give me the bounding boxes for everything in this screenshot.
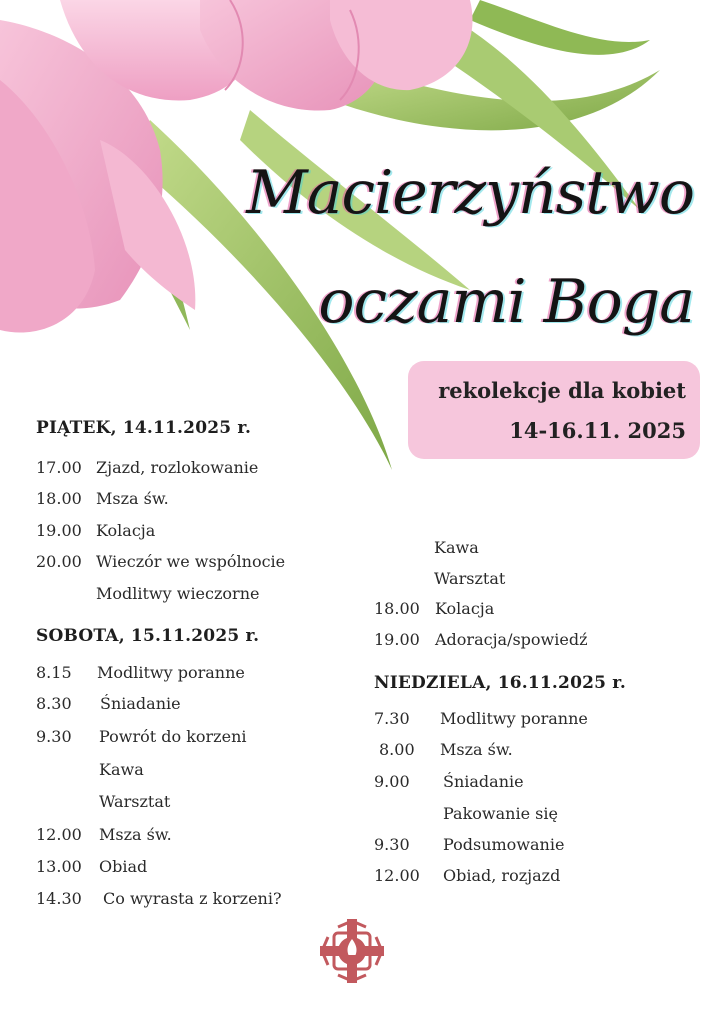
schedule-event: Śniadanie (100, 694, 181, 713)
schedule-event: Warsztat (434, 569, 506, 588)
schedule-time: 7.30 (374, 709, 410, 728)
schedule-time: 8.15 (36, 663, 72, 682)
schedule-time: 8.00 (379, 740, 415, 759)
subtitle-line-1: rekolekcje dla kobiet (438, 378, 686, 403)
schedule-time: 18.00 (374, 599, 420, 618)
schedule-time: 19.00 (36, 521, 82, 540)
schedule-event: Kawa (99, 760, 144, 779)
schedule-event: Msza św. (440, 740, 513, 759)
friday-heading: PIĄTEK, 14.11.2025 r. (36, 418, 252, 438)
schedule-event: Msza św. (99, 825, 172, 844)
schedule-event: Podsumowanie (443, 835, 565, 854)
schedule-time: 13.00 (36, 857, 82, 876)
schedule-time: 9.30 (374, 835, 410, 854)
title-line-1: Macierzyństwo (246, 158, 694, 228)
schedule-time: 14.30 (36, 889, 82, 908)
schedule-event: Śniadanie (443, 772, 524, 791)
schedule-event: Obiad (99, 857, 148, 876)
schedule-event: Modlitwy wieczorne (96, 584, 260, 603)
schedule-time: 8.30 (36, 694, 72, 713)
schedule-event: Pakowanie się (443, 804, 558, 823)
schedule-time: 19.00 (374, 630, 420, 649)
schedule-time: 9.30 (36, 727, 72, 746)
schedule-event: Obiad, rozjazd (443, 866, 561, 885)
schedule-time: 12.00 (36, 825, 82, 844)
schedule-event: Zjazd, rozlokowanie (96, 458, 259, 477)
schedule-event: Adoracja/spowiedź (435, 630, 588, 649)
schedule-event: Co wyrasta z korzeni? (103, 889, 282, 908)
saturday-heading: SOBOTA, 15.11.2025 r. (36, 626, 260, 646)
schedule-event: Warsztat (99, 792, 171, 811)
schedule-event: Kolacja (435, 599, 495, 618)
schedule-event: Modlitwy poranne (97, 663, 245, 682)
title-line-2: oczami Boga (318, 267, 694, 337)
schedule-event: Wieczór we wspólnocie (96, 552, 286, 571)
subtitle-badge (408, 361, 700, 459)
schedule-time: 17.00 (36, 458, 82, 477)
schedule-event: Kawa (434, 538, 479, 557)
schedule-event: Powrót do korzeni (99, 727, 247, 746)
church-cross-logo-icon (318, 917, 386, 985)
schedule-time: 18.00 (36, 489, 82, 508)
schedule-time: 9.00 (374, 772, 410, 791)
schedule-time: 12.00 (374, 866, 420, 885)
sunday-heading: NIEDZIELA, 16.11.2025 r. (374, 673, 626, 693)
schedule-event: Msza św. (96, 489, 169, 508)
schedule-event: Modlitwy poranne (440, 709, 588, 728)
schedule-time: 20.00 (36, 552, 82, 571)
schedule-event: Kolacja (96, 521, 156, 540)
subtitle-dates: 14-16.11. 2025 (509, 418, 686, 443)
